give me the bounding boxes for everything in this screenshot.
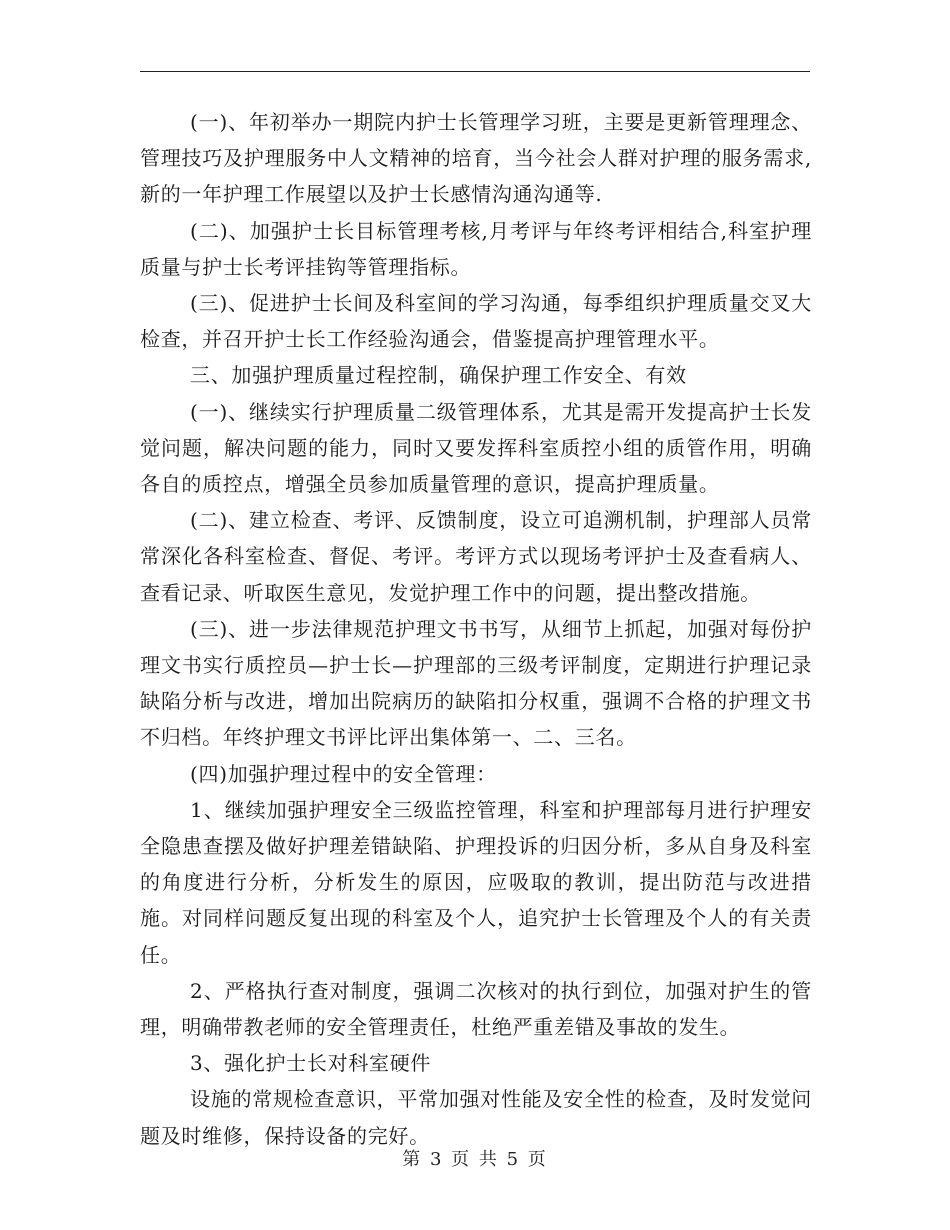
paragraph: 1、继续加强护理安全三级监控管理，科室和护理部每月进行护理安全隐患查摆及做好护理差错缺陷、护理投诉的归因分析，多从自身及科室的角度进行分析，分析发生的原因，应吸取的教训，提出防范与改进措施。对同样问题反复出现的科室及个人，追究护士长管理及个人的有关责任。 xyxy=(140,797,812,967)
paragraph: (三)、促进护士长间及科室间的学习沟通，每季组织护理质量交叉大检查，并召开护士长工作经验沟通会，借鉴提高护理管理水平。 xyxy=(140,291,812,352)
paragraph: (二)、加强护士长目标管理考核,月考评与年终考评相结合,科室护理质量与护士长考评挂钩等管理指标。 xyxy=(140,218,812,279)
section-heading: 三、加强护理质量过程控制，确保护理工作安全、有效 xyxy=(190,363,687,388)
paragraph: (三)、进一步法律规范护理文书书写，从细节上抓起，加强对每份护理文书实行质控员—护士长—护理部的三级考评制度，定期进行护理记录缺陷分析与改进，增加出院病历的缺陷扣分权重，强调不合格的护理文书不归档。年终护理文书评比评出集体第一、二、三名。 xyxy=(140,616,812,750)
header-rule xyxy=(140,71,810,72)
subsection-heading: (四)加强护理过程中的安全管理： xyxy=(190,761,497,786)
paragraph: (一)、年初举办一期院内护士长管理学习班，主要是更新管理理念、管理技巧及护理服务中人文精神的培育，当今社会人群对护理的服务需求,新的一年护理工作展望以及护士长感情沟通沟通等. xyxy=(140,110,812,207)
paragraph: (二)、建立检查、考评、反馈制度，设立可追溯机制，护理部人员常常深化各科室检查、督促、考评。考评方式以现场考评护士及查看病人、查看记录、听取医生意见，发觉护理工作中的问题，提出整改措施。 xyxy=(140,508,812,605)
paragraph: (一)、继续实行护理质量二级管理体系，尤其是需开发提高护士长发觉问题，解决问题的能力，同时又要发挥科室质控小组的质管作用，明确各自的质控点，增强全员参加质量管理的意识，提高护理质量。 xyxy=(140,399,812,497)
document-body xyxy=(140,104,812,1154)
paragraph: 2、严格执行查对制度，强调二次核对的执行到位，加强对护生的管理，明确带教老师的安全管理责任，杜绝严重差错及事故的发生。 xyxy=(140,978,812,1040)
paragraph: 3、强化护士长对科室硬件 xyxy=(190,1051,432,1076)
paragraph: 设施的常规检查意识，平常加强对性能及安全性的检查，及时发觉问题及时维修，保持设备的完好。 xyxy=(140,1087,812,1148)
page-number-footer: 第 3 页 共 5 页 xyxy=(402,1149,548,1170)
